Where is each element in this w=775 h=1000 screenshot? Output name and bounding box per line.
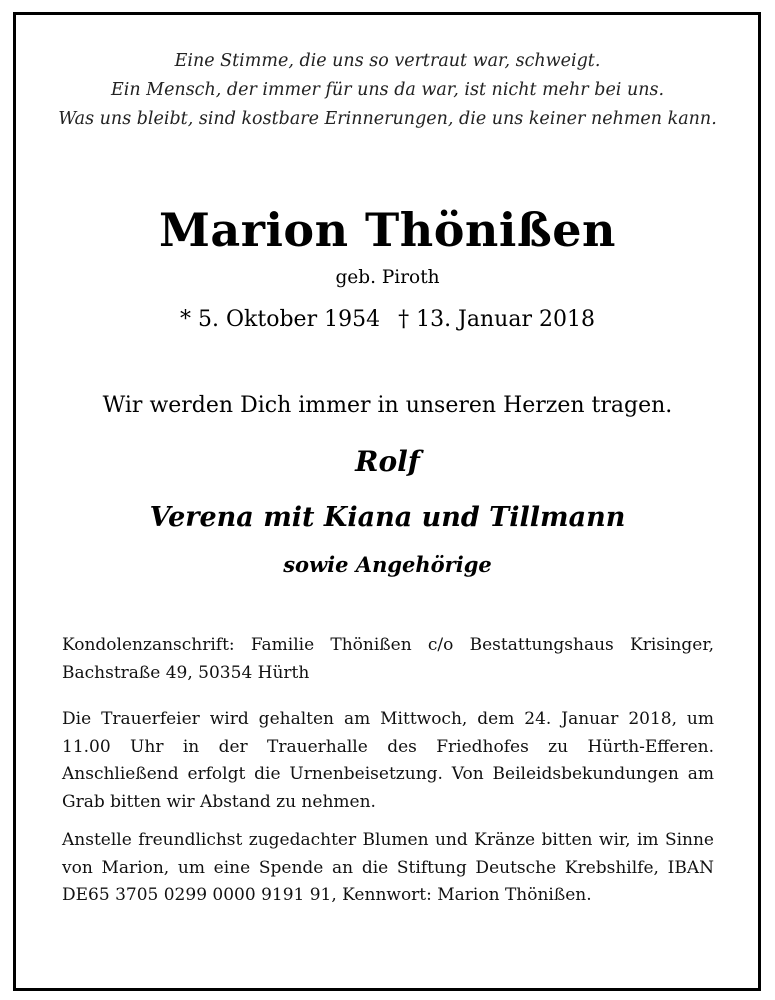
- life-dates: [0, 304, 775, 336]
- maiden-name: geb. Piroth: [335, 267, 440, 288]
- opening-poem: [0, 47, 775, 134]
- poem-line: Was uns bleibt, sind kostbare Erinnerungen, die uns keiner nehmen kann.: [58, 109, 717, 129]
- death-date: † 13. Januar 2018: [398, 307, 595, 332]
- condolence-address: Kondolenzanschrift: Familie Thönißen c/o Bestattungshaus Krisinger, Bachstraße 49, 50354 Hürth: [62, 635, 714, 683]
- deceased-name: Marion Thönißen: [158, 203, 616, 257]
- poem-line: Eine Stimme, die uns so vertraut war, schweigt.: [174, 51, 601, 71]
- mourner-family: Verena mit Kiana und Tillmann: [149, 502, 626, 533]
- mourner-rolf: Rolf: [355, 445, 420, 478]
- mourner-relatives: sowie Angehörige: [283, 552, 492, 577]
- donation-notice: Anstelle freundlichst zugedachter Blumen und Kränze bitten wir, im Sinne von Marion, um eine Spende an die Stiftung Deutsche Krebshilfe, IBAN DE65 3705 0299 0000 9191 91, Kennwort: Marion Thönißen.: [62, 830, 714, 905]
- tribute-line: Wir werden Dich immer in unseren Herzen tragen.: [102, 393, 673, 418]
- ceremony-notice: Die Trauerfeier wird gehalten am Mittwoch, dem 24. Januar 2018, um 11.00 Uhr in der Trauerhalle des Friedhofes zu Hürth-Efferen. Anschließend erfolgt die Urnenbeisetzung. Von Beileidsbekundungen am Grab bitten wir Abstand zu nehmen.: [62, 709, 714, 812]
- birth-date: * 5. Oktober 1954: [180, 307, 381, 332]
- poem-line: Ein Mensch, der immer für uns da war, ist nicht mehr bei uns.: [110, 80, 665, 100]
